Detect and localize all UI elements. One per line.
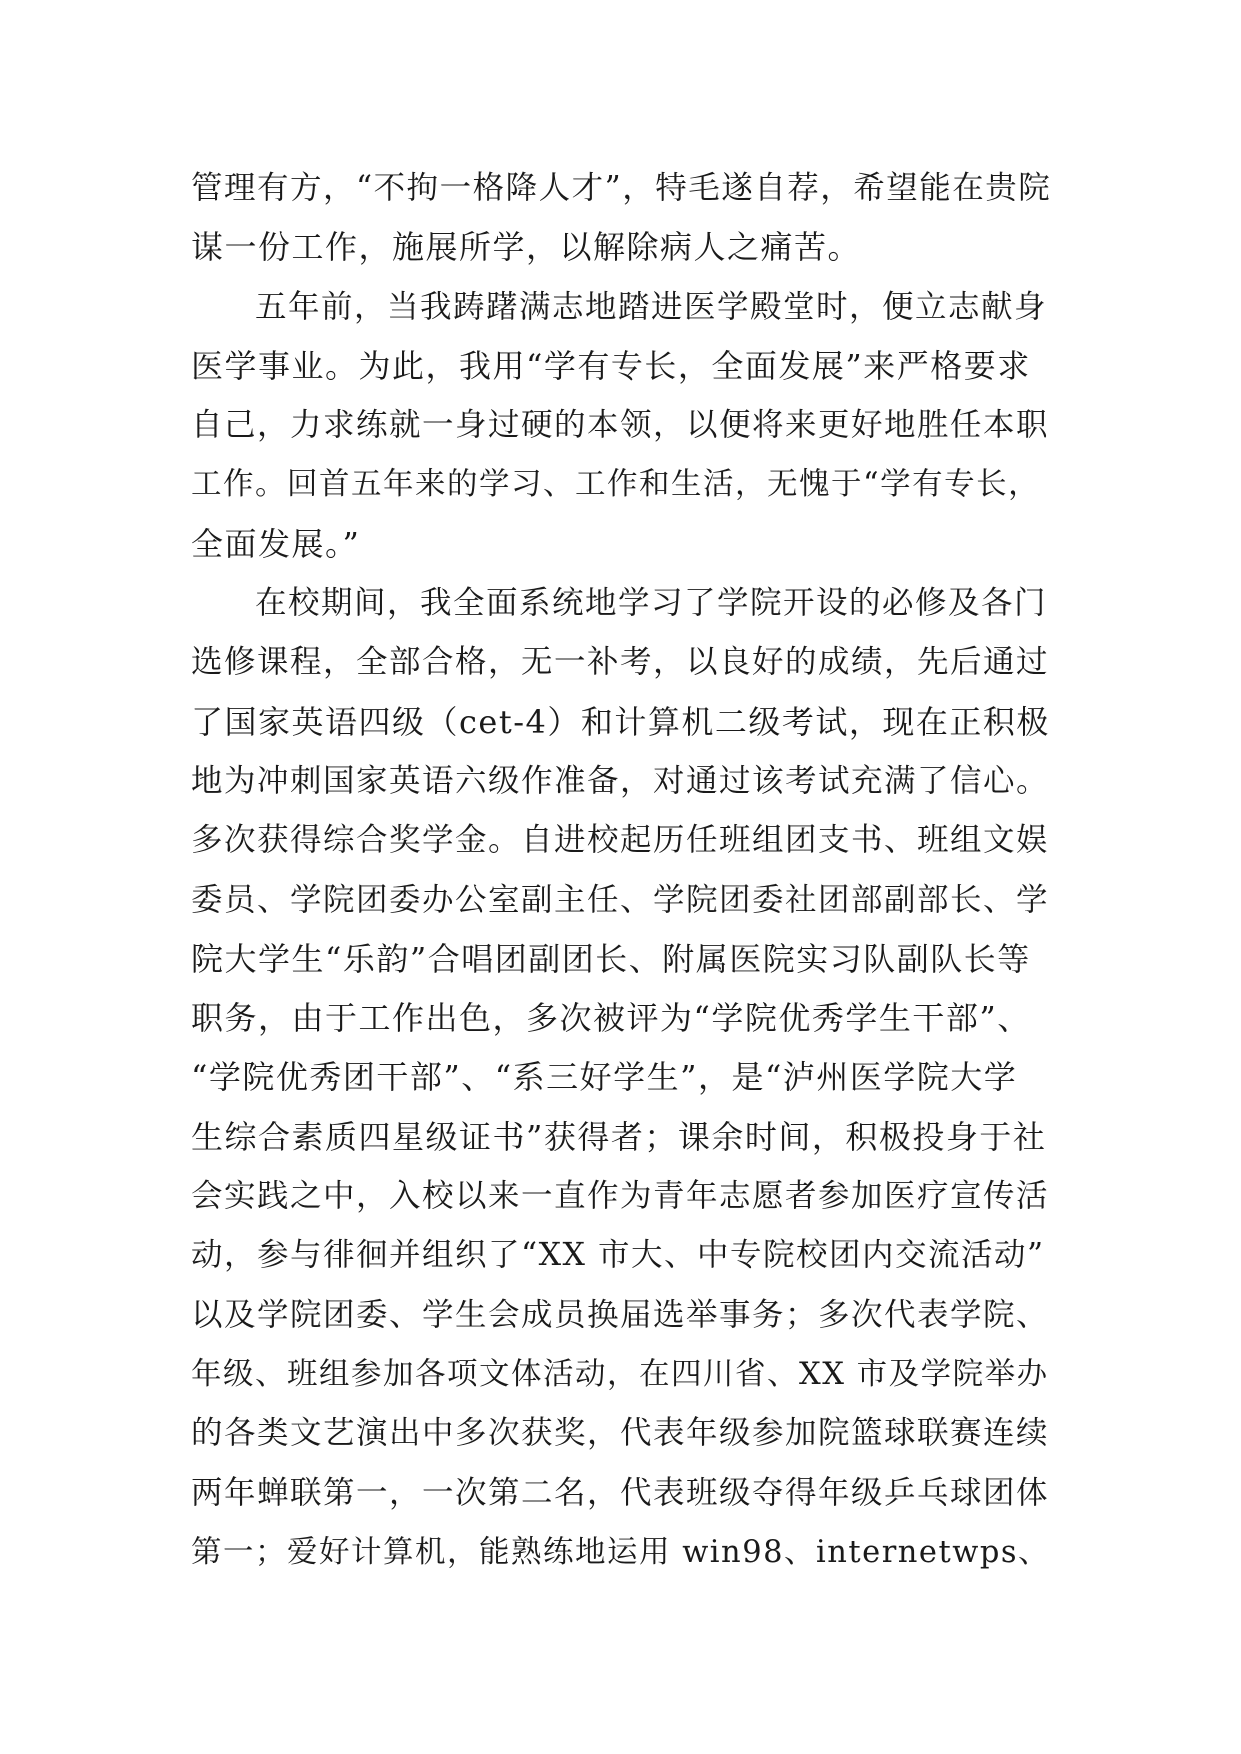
text-line: 医学事业。为此，我用“学有专长，全面发展”来严格要求 bbox=[191, 346, 1031, 385]
text-line: 第一；爱好计算机，能熟练地运用 win98、internetwps、 bbox=[191, 1534, 1051, 1570]
text-line: 的各类文艺演出中多次获奖，代表年级参加院篮球联赛连续 bbox=[191, 1415, 1050, 1452]
text-line: 多次获得综合奖学金。自进校起历任班组团支书、班组文娱 bbox=[191, 822, 1050, 859]
text-line: 自己，力求练就一身过硬的本领，以便将来更好地胜任本职 bbox=[191, 407, 1050, 444]
text-line: 职务，由于工作出色，多次被评为“学院优秀学生干部”、 bbox=[191, 999, 1031, 1038]
document-body bbox=[191, 159, 1051, 1582]
text-line: 会实践之中，入校以来一直作为青年志愿者参加医疗宣传活 bbox=[191, 1178, 1050, 1215]
text-line: 两年蝉联第一，一次第二名，代表班级夺得年级乒乓球团体 bbox=[191, 1474, 1050, 1511]
text-line: 以及学院团委、学生会成员换届选举事务；多次代表学院、 bbox=[191, 1296, 1050, 1333]
text-line: 了国家英语四级（cet-4）和计算机二级考试，现在正积极 bbox=[191, 702, 1050, 741]
text-line: 动，参与徘徊并组织了“XX 市大、中专院校团内交流活动” bbox=[191, 1237, 1045, 1274]
text-line: 工作。回首五年来的学习、工作和生活，无愧于“学有专长， bbox=[191, 467, 1041, 503]
text-line: “学院优秀团干部”、“系三好学生”，是“泸州医学院大学 bbox=[191, 1058, 1018, 1097]
paragraph-first-line: 五年前，当我踌躇满志地踏进医学殿堂时，便立志献身 bbox=[255, 288, 1048, 325]
paragraph-first-line: 在校期间，我全面系统地学习了学院开设的必修及各门 bbox=[255, 585, 1048, 622]
text-line: 谋一份工作，施展所学，以解除病人之痛苦。 bbox=[191, 228, 862, 267]
text-line: 全面发展。” bbox=[191, 524, 361, 563]
text-line: 选修课程，全部合格，无一补考，以良好的成绩，先后通过 bbox=[191, 644, 1050, 681]
text-line: 生综合素质四星级证书”获得者；课余时间，积极投身于社 bbox=[191, 1117, 1047, 1156]
text-line: 管理有方，“不拘一格降人才”，特毛遂自荐，希望能在贵院 bbox=[191, 170, 1052, 206]
text-line: 地为冲刺国家英语六级作准备，对通过该考试充满了信心。 bbox=[191, 762, 1050, 799]
text-line: 委员、学院团委办公室副主任、学院团委社团部副部长、学 bbox=[191, 881, 1050, 918]
text-line: 院大学生“乐韵”合唱团副团长、附属医院实习队副队长等 bbox=[191, 939, 1031, 978]
text-line: 年级、班组参加各项文体活动，在四川省、XX 市及学院举办 bbox=[191, 1356, 1049, 1392]
